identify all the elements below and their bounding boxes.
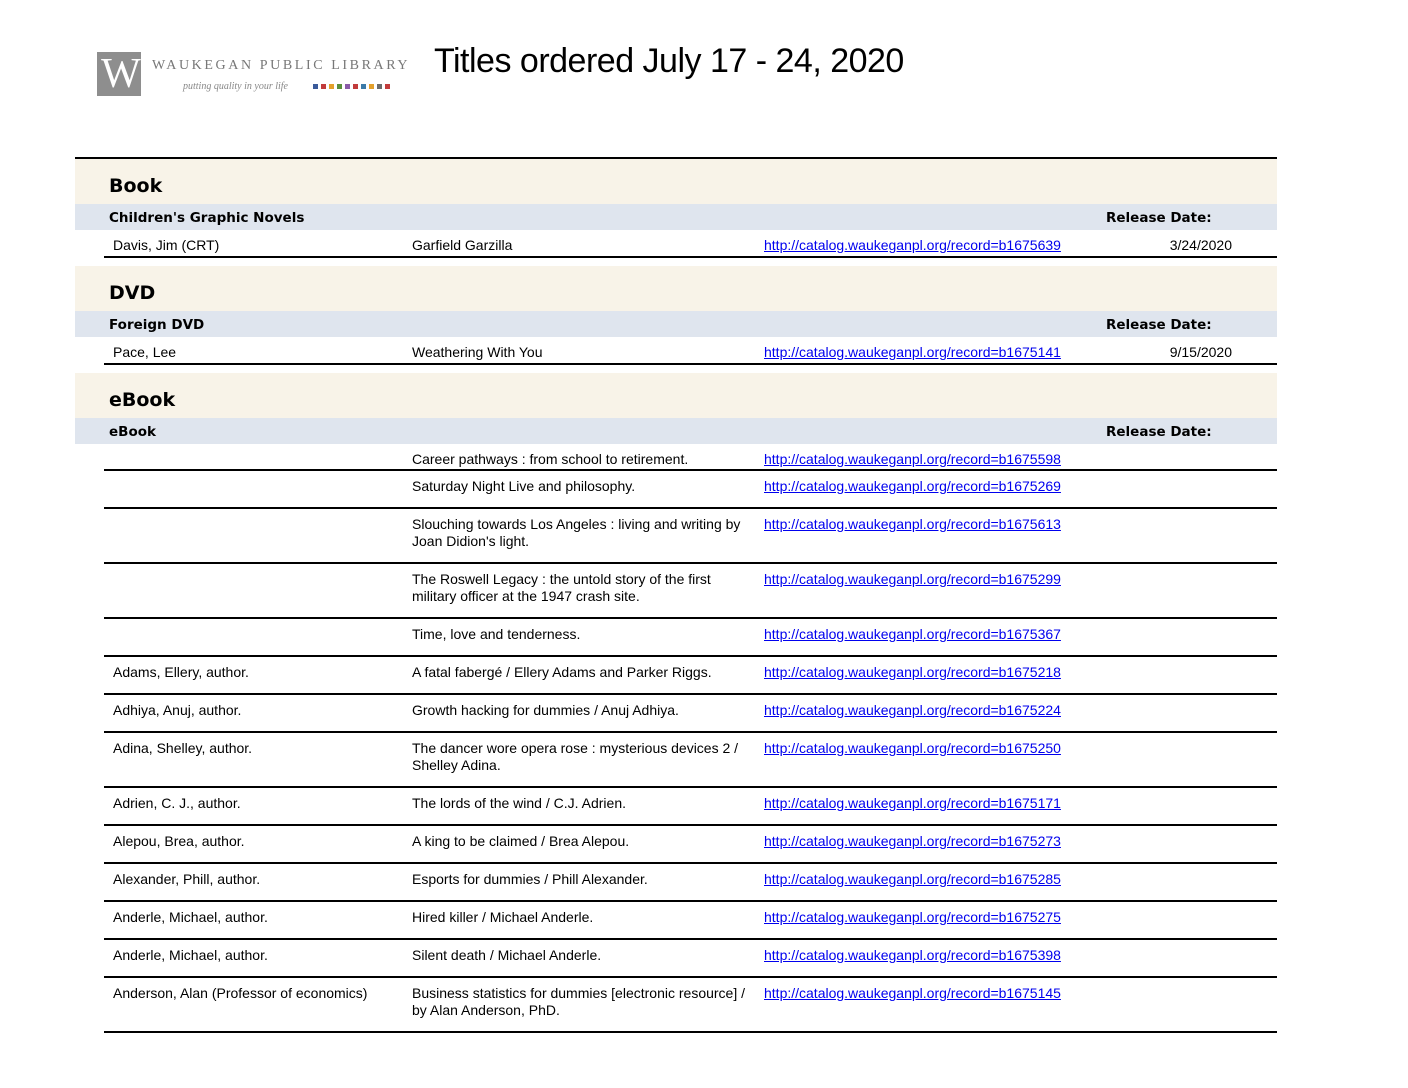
catalog-link[interactable]: http://catalog.waukeganpl.org/record=b1675398 — [764, 947, 1061, 963]
category-label: eBook — [109, 389, 176, 411]
subcategory-label: Children's Graphic Novels — [109, 210, 305, 226]
catalog-link[interactable]: http://catalog.waukeganpl.org/record=b1675598 — [764, 451, 1061, 467]
release-date-label: Release Date: — [1106, 317, 1212, 333]
logo-color-square — [361, 84, 366, 89]
title-cell: The lords of the wind / C.J. Adrien. — [412, 795, 626, 811]
title-cell: Garfield Garzilla — [412, 237, 513, 253]
release-date-label: Release Date: — [1106, 424, 1212, 440]
catalog-link[interactable]: http://catalog.waukeganpl.org/record=b1675367 — [764, 626, 1061, 642]
catalog-link[interactable]: http://catalog.waukeganpl.org/record=b1675275 — [764, 909, 1061, 925]
release-date-cell: 9/15/2020 — [1169, 344, 1232, 360]
title-cell: Business statistics for dummies [electronic resource] / by Alan Anderson, PhD. — [412, 985, 746, 1018]
table-row — [104, 564, 1277, 619]
logo-mark: W — [97, 52, 141, 96]
title-cell: The Roswell Legacy : the untold story of the first military officer at the 1947 crash site. — [412, 571, 711, 604]
title-cell: Esports for dummies / Phill Alexander. — [412, 871, 648, 887]
author-cell: Anderle, Michael, author. — [113, 909, 268, 925]
title-cell: A fatal fabergé / Ellery Adams and Parker Riggs. — [412, 664, 712, 680]
catalog-link[interactable]: http://catalog.waukeganpl.org/record=b1675171 — [764, 795, 1061, 811]
title-cell: Hired killer / Michael Anderle. — [412, 909, 594, 925]
table-row — [104, 619, 1277, 657]
logo-color-square — [321, 84, 326, 89]
catalog-link[interactable]: http://catalog.waukeganpl.org/record=b1675269 — [764, 478, 1061, 494]
table-row — [104, 509, 1277, 564]
logo-color-square — [345, 84, 350, 89]
subcategory-header — [75, 204, 1277, 230]
table-row — [104, 657, 1277, 695]
page-title: Titles ordered July 17 - 24, 2020 — [434, 42, 904, 80]
release-date-cell: 3/24/2020 — [1169, 237, 1232, 253]
title-cell: Weathering With You — [412, 344, 543, 360]
logo-color-square — [329, 84, 334, 89]
table-row — [104, 940, 1277, 978]
title-cell: Growth hacking for dummies / Anuj Adhiya. — [412, 702, 679, 718]
catalog-link[interactable]: http://catalog.waukeganpl.org/record=b1675273 — [764, 833, 1061, 849]
release-date-label: Release Date: — [1106, 210, 1212, 226]
catalog-link[interactable]: http://catalog.waukeganpl.org/record=b1675218 — [764, 664, 1061, 680]
ebook-rows — [75, 444, 1277, 1033]
logo-color-square — [385, 84, 390, 89]
table-row — [104, 826, 1277, 864]
title-cell: Saturday Night Live and philosophy. — [412, 478, 636, 494]
logo-color-square — [337, 84, 342, 89]
category-header — [75, 266, 1277, 311]
report-table — [75, 157, 1277, 1033]
table-row — [104, 444, 1277, 471]
title-cell: Silent death / Michael Anderle. — [412, 947, 602, 963]
title-cell: The dancer wore opera rose : mysterious devices 2 / Shelley Adina. — [412, 740, 739, 773]
catalog-link[interactable]: http://catalog.waukeganpl.org/record=b1675141 — [764, 344, 1061, 360]
title-cell: Career pathways : from school to retirement. — [412, 451, 689, 467]
author-cell: Pace, Lee — [113, 344, 177, 360]
subcategory-header — [75, 418, 1277, 444]
author-cell: Davis, Jim (CRT) — [113, 237, 220, 253]
table-row — [104, 230, 1277, 258]
library-logo — [97, 50, 417, 100]
author-cell: Adams, Ellery, author. — [113, 664, 249, 680]
subcategory-label: eBook — [109, 424, 156, 440]
category-label: Book — [109, 175, 163, 197]
category-label: DVD — [109, 282, 156, 304]
subcategory-label: Foreign DVD — [109, 317, 205, 333]
author-cell: Adina, Shelley, author. — [113, 740, 253, 756]
title-cell: Slouching towards Los Angeles : living and writing by Joan Didion's light. — [412, 516, 741, 549]
catalog-link[interactable]: http://catalog.waukeganpl.org/record=b1675639 — [764, 237, 1061, 253]
author-cell: Alepou, Brea, author. — [113, 833, 245, 849]
category-header — [75, 159, 1277, 204]
logo-color-square — [353, 84, 358, 89]
table-row — [104, 471, 1277, 509]
title-cell: A king to be claimed / Brea Alepou. — [412, 833, 630, 849]
logo-color-square — [369, 84, 374, 89]
table-row — [104, 733, 1277, 788]
table-row — [104, 788, 1277, 826]
catalog-link[interactable]: http://catalog.waukeganpl.org/record=b1675299 — [764, 571, 1061, 587]
author-cell: Adhiya, Anuj, author. — [113, 702, 242, 718]
table-row — [104, 978, 1277, 1033]
author-cell: Alexander, Phill, author. — [113, 871, 261, 887]
library-tagline: putting quality in your life — [183, 81, 288, 92]
table-row — [104, 902, 1277, 940]
subcategory-header — [75, 311, 1277, 337]
author-cell: Adrien, C. J., author. — [113, 795, 241, 811]
logo-color-square — [377, 84, 382, 89]
catalog-link[interactable]: http://catalog.waukeganpl.org/record=b1675145 — [764, 985, 1061, 1001]
catalog-link[interactable]: http://catalog.waukeganpl.org/record=b1675285 — [764, 871, 1061, 887]
logo-color-square — [313, 84, 318, 89]
table-row — [104, 337, 1277, 365]
title-cell: Time, love and tenderness. — [412, 626, 581, 642]
catalog-link[interactable]: http://catalog.waukeganpl.org/record=b1675224 — [764, 702, 1061, 718]
catalog-link[interactable]: http://catalog.waukeganpl.org/record=b1675250 — [764, 740, 1061, 756]
author-cell: Anderle, Michael, author. — [113, 947, 268, 963]
library-name: WAUKEGAN PUBLIC LIBRARY — [152, 58, 411, 73]
catalog-link[interactable]: http://catalog.waukeganpl.org/record=b1675613 — [764, 516, 1061, 532]
table-row — [104, 695, 1277, 733]
category-header — [75, 373, 1277, 418]
author-cell: Anderson, Alan (Professor of economics) — [113, 985, 368, 1001]
table-row — [104, 864, 1277, 902]
